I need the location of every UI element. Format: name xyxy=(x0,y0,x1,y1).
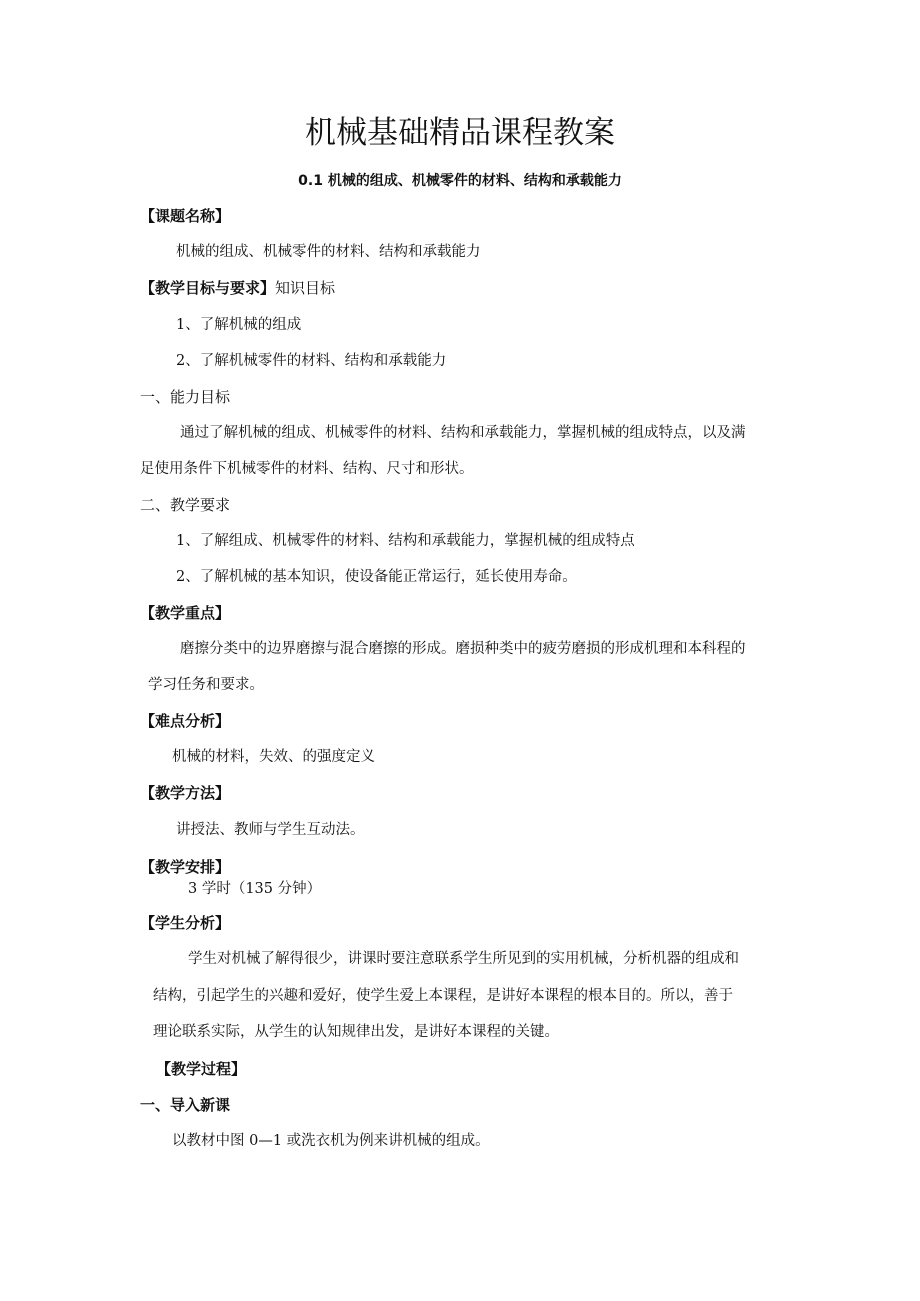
key-points-line: 磨擦分类中的边界磨擦与混合磨擦的形成。磨损种类中的疲劳磨损的形成机理和本科程的 xyxy=(180,641,746,657)
students-line: 学生对机械了解得很少，讲课时要注意联系学生所见到的实用机械，分析机器的组成和 xyxy=(188,951,739,967)
page-title: 机械基础精品课程教案 xyxy=(305,115,615,151)
process-heading: 【教学过程】 xyxy=(156,1060,247,1078)
requirement-item: 2、了解机械的基本知识，使设备能正常运行，延长使用寿命。 xyxy=(176,569,577,585)
goals-heading: 【教学目标与要求】 xyxy=(140,279,276,297)
students-line: 理论联系实际，从学生的认知规律出发，是讲好本课程的关键。 xyxy=(153,1024,559,1040)
topic-text: 机械的组成、机械零件的材料、结构和承载能力 xyxy=(176,244,481,260)
intro-heading: 一、导入新课 xyxy=(140,1096,231,1114)
goals-heading-line xyxy=(140,278,335,298)
goal-item: 1、了解机械的组成 xyxy=(176,317,302,333)
goal-item: 2、了解机械零件的材料、结构和承载能力 xyxy=(176,353,447,369)
methods-text: 讲授法、教师与学生互动法。 xyxy=(176,822,365,838)
ability-text-line: 足使用条件下机械零件的材料、结构、尺寸和形状。 xyxy=(140,461,474,477)
students-line: 结构，引起学生的兴趣和爱好，使学生爱上本课程，是讲好本课程的根本目的。所以，善于 xyxy=(153,988,733,1004)
key-points-line: 学习任务和要求。 xyxy=(148,677,264,693)
topic-heading: 【课题名称】 xyxy=(140,207,231,225)
ability-heading: 一、能力目标 xyxy=(140,388,231,406)
methods-heading: 【教学方法】 xyxy=(140,784,231,802)
page-subtitle: 0.1 机械的组成、机械零件的材料、结构和承载能力 xyxy=(298,173,622,189)
schedule-heading: 【教学安排】 xyxy=(140,858,231,876)
difficulty-heading: 【难点分析】 xyxy=(140,712,231,730)
students-heading: 【学生分析】 xyxy=(140,914,231,932)
requirements-heading: 二、教学要求 xyxy=(140,496,231,514)
goals-heading-suffix: 知识目标 xyxy=(275,279,336,297)
key-points-heading: 【教学重点】 xyxy=(140,604,231,622)
difficulty-text: 机械的材料，失效、的强度定义 xyxy=(172,749,375,765)
intro-text: 以教材中图 0—1 或洗衣机为例来讲机械的组成。 xyxy=(172,1133,490,1149)
requirement-item: 1、了解组成、机械零件的材料、结构和承载能力，掌握机械的组成特点 xyxy=(176,533,635,549)
schedule-text: 3 学时（135 分钟） xyxy=(188,881,322,897)
ability-text-line: 通过了解机械的组成、机械零件的材料、结构和承载能力，掌握机械的组成特点，以及满 xyxy=(180,425,746,441)
